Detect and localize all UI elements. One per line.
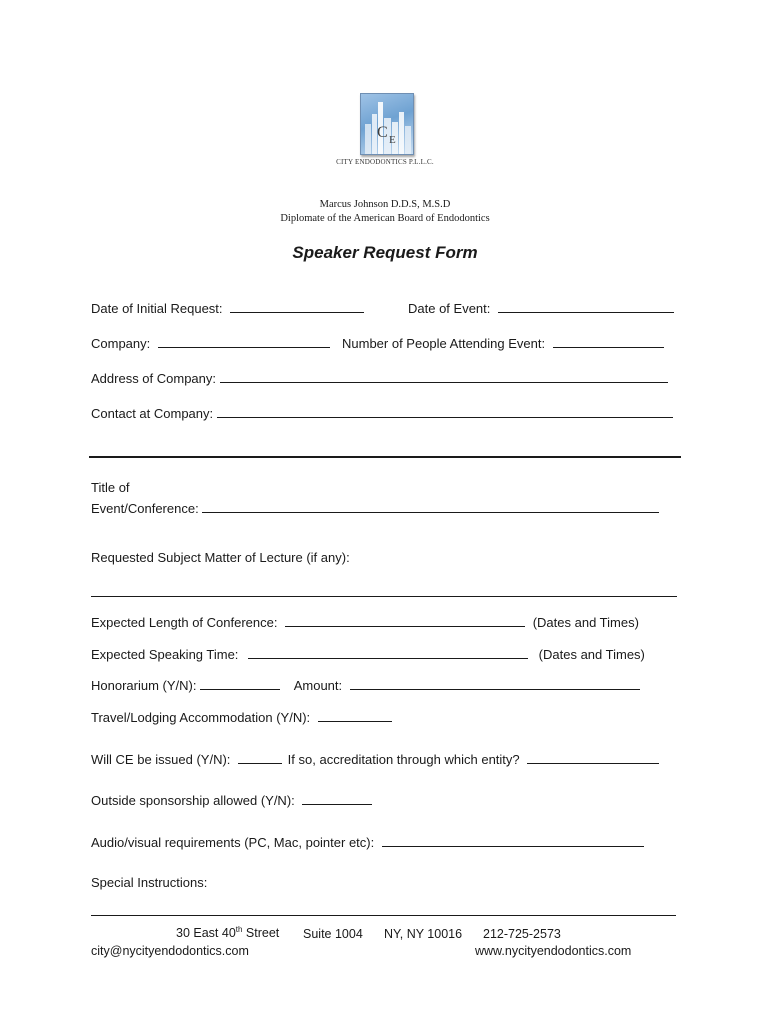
contact-field[interactable]: [217, 405, 673, 418]
expected-length-label: Expected Length of Conference:: [91, 615, 278, 630]
accreditation-field[interactable]: [527, 751, 659, 764]
subject-label: Requested Subject Matter of Lecture (if any):: [91, 550, 350, 565]
contact-row: [91, 405, 673, 422]
amount-label: Amount:: [293, 678, 343, 693]
av-label: Audio/visual requirements (PC, Mac, pointer etc):: [91, 835, 375, 850]
av-row: [91, 834, 644, 851]
address-row: [91, 370, 668, 387]
dates-times-note-1: (Dates and Times): [532, 615, 639, 630]
footer-street-suffix: Street: [242, 926, 280, 940]
title-row: [91, 500, 659, 517]
section-divider: [89, 456, 681, 458]
date-initial-request-row: [91, 300, 364, 317]
accreditation-label: If so, accreditation through which entity?: [287, 752, 520, 767]
footer-city: NY, NY 10016: [384, 927, 463, 941]
special-instructions-field[interactable]: [91, 915, 676, 916]
title-label-line1: Title of: [91, 480, 130, 495]
expected-length-row: [91, 614, 639, 631]
footer-street-sup: th: [235, 924, 243, 934]
amount-field[interactable]: [350, 677, 640, 690]
logo-letter-e: E: [389, 134, 396, 146]
honorarium-label: Honorarium (Y/N):: [91, 678, 197, 693]
expected-length-field[interactable]: [285, 614, 525, 627]
date-event-row: [408, 300, 674, 317]
logo-letter-c: C: [377, 124, 388, 141]
subject-field[interactable]: [91, 596, 677, 597]
company-label: Company:: [91, 336, 151, 351]
ce-issued-field[interactable]: [238, 751, 282, 764]
dates-times-note-2: (Dates and Times): [538, 647, 645, 662]
travel-row: [91, 709, 392, 726]
footer-street: [176, 926, 279, 940]
sponsorship-label: Outside sponsorship allowed (Y/N):: [91, 793, 295, 808]
sponsorship-field[interactable]: [302, 792, 372, 805]
date-event-label: Date of Event:: [408, 301, 491, 316]
num-people-field[interactable]: [553, 335, 664, 348]
ce-issued-label: Will CE be issued (Y/N):: [91, 752, 231, 767]
company-row: [91, 335, 330, 352]
date-event-field[interactable]: [498, 300, 674, 313]
address-field[interactable]: [220, 370, 668, 383]
company-field[interactable]: [158, 335, 330, 348]
footer-suite: Suite 1004: [303, 927, 363, 941]
title-label-line2: Event/Conference:: [91, 501, 199, 516]
form-title: Speaker Request Form: [292, 243, 478, 262]
speaking-time-label: Expected Speaking Time:: [91, 647, 239, 662]
ce-row: [91, 751, 659, 768]
footer-website[interactable]: www.nycityendodontics.com: [475, 944, 632, 958]
doctor-title: Diplomate of the American Board of Endodontics: [280, 213, 490, 224]
speaking-time-field[interactable]: [248, 646, 528, 659]
footer-phone: 212-725-2573: [483, 927, 561, 941]
footer-email[interactable]: city@nycityendodontics.com: [91, 944, 249, 958]
title-field[interactable]: [202, 500, 659, 513]
honorarium-row: [91, 677, 640, 694]
contact-label: Contact at Company:: [91, 406, 214, 421]
address-label: Address of Company:: [91, 371, 217, 386]
date-initial-request-field[interactable]: [230, 300, 364, 313]
num-people-row: [342, 335, 664, 352]
footer-street-prefix: 30 East 40: [176, 926, 236, 940]
company-logo: [360, 93, 414, 155]
travel-field[interactable]: [318, 709, 392, 722]
company-name: CITY ENDODONTICS P.L.L.C.: [336, 158, 434, 166]
num-people-label: Number of People Attending Event:: [342, 336, 546, 351]
av-field[interactable]: [382, 834, 644, 847]
special-instructions-label: Special Instructions:: [91, 875, 208, 890]
sponsorship-row: [91, 792, 372, 809]
date-initial-request-label: Date of Initial Request:: [91, 301, 223, 316]
speaking-time-row: [91, 646, 645, 663]
travel-label: Travel/Lodging Accommodation (Y/N):: [91, 710, 311, 725]
honorarium-field[interactable]: [200, 677, 280, 690]
doctor-name: Marcus Johnson D.D.S, M.S.D: [319, 199, 451, 210]
